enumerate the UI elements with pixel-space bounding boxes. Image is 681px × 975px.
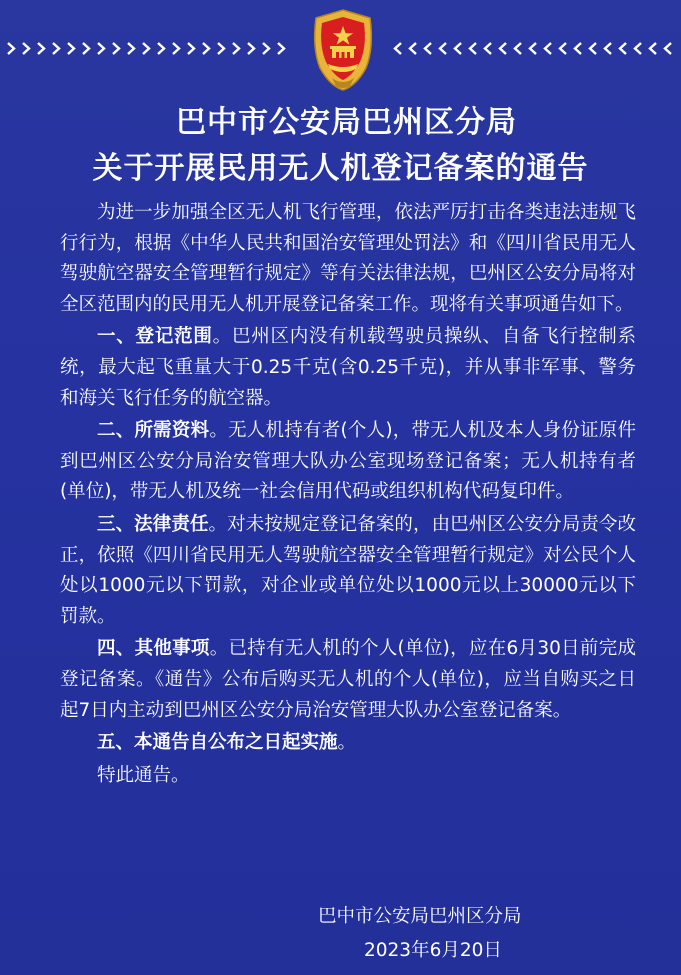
chevron-left-icon <box>557 42 570 55</box>
section-paragraph <box>60 510 636 632</box>
chevron-left-icon <box>617 42 630 55</box>
chevron-left-icon <box>452 42 465 55</box>
notice-body <box>60 198 636 793</box>
chevron-right-icon <box>4 42 17 55</box>
chevron-left-icon <box>407 42 420 55</box>
chevron-right-icon <box>169 42 182 55</box>
chevron-left-icon <box>437 42 450 55</box>
chevron-right-icon <box>49 42 62 55</box>
chevron-right-icon <box>34 42 47 55</box>
chevron-right-icon <box>184 42 197 55</box>
chevron-right-icon <box>259 42 272 55</box>
chevron-left-icon <box>392 42 405 55</box>
chevron-right-icon <box>124 42 137 55</box>
chevron-right-icon <box>229 42 242 55</box>
chevron-left-icon <box>482 42 495 55</box>
notice-title <box>0 103 681 189</box>
section-paragraph <box>60 728 636 759</box>
chevron-left-icon <box>497 42 510 55</box>
chevron-right-icon <box>214 42 227 55</box>
chevron-right-icon <box>94 42 107 55</box>
section-paragraph <box>60 634 636 726</box>
chevron-right-icon <box>154 42 167 55</box>
intro-paragraph: 为进一步加强全区无人机飞行管理，依法严厉打击各类违法违规飞行行为，根据《中华人民共和国治安管理处罚法》和《四川省民用无人驾驶航空器安全管理暂行规定》等有关法律法规，巴州区公安分局将对全区范围内的民用无人机开展登记备案工作。现将有关事项通告如下。 <box>60 202 636 315</box>
title-line-1: 巴中市公安局巴州区分局 <box>176 105 517 140</box>
closing-line: 特此通告。 <box>97 764 190 786</box>
title-line-2: 关于开展民用无人机登记备案的通告 <box>92 151 589 186</box>
chevron-left-icon <box>527 42 540 55</box>
police-emblem-icon <box>308 8 378 92</box>
chevron-left-icon <box>662 42 675 55</box>
chevron-left-icon <box>647 42 660 55</box>
chevron-right-icon <box>79 42 92 55</box>
section-heading: 三、法律责任 <box>97 513 209 535</box>
chevron-left-icon <box>602 42 615 55</box>
section-text: 。无人机持有者(个人)，带无人机及本人身份证原件到巴州区公安分局治安管理大队办公室现场登记备案；无人机持有者(单位)，带无人机及统一社会信用代码或组织机构代码复印件。 <box>60 420 636 503</box>
header-decoration-left <box>4 40 298 56</box>
section-heading: 一、登记范围 <box>97 326 213 348</box>
chevron-left-icon <box>542 42 555 55</box>
chevron-left-icon <box>467 42 480 55</box>
chevron-right-icon <box>244 42 257 55</box>
section-text: 。对未按规定登记备案的，由巴州区公安分局责令改正，依照《四川省民用无人驾驶航空器安全管理暂行规定》对公民个人处以1000元以下罚款，对企业或单位处以1000元以上30000元以下罚款。 <box>60 513 636 627</box>
chevron-right-icon <box>274 42 287 55</box>
section-text: 。 <box>337 732 357 754</box>
section-text: 。已持有无人机的个人(单位)，应在6月30日前完成登记备案。《通告》公布后购买无人机的个人(单位)，应当自购买之日起7日内主动到巴州区公安分局治安管理大队办公室登记备案。 <box>60 638 636 721</box>
section-paragraph <box>60 322 636 414</box>
signature-date: 2023年6月20日 <box>364 940 502 961</box>
chevron-left-icon <box>632 42 645 55</box>
chevron-right-icon <box>19 42 32 55</box>
chevron-left-icon <box>422 42 435 55</box>
chevron-right-icon <box>139 42 152 55</box>
chevron-right-icon <box>199 42 212 55</box>
section-heading: 五、本通告自公布之日起实施 <box>97 732 338 754</box>
section-text: 。巴州区内没有机载驾驶员操纵、自备飞行控制系统，最大起飞重量大于0.25千克(含0.25千克)，并从事非军事、警务和海关飞行任务的航空器。 <box>60 326 636 409</box>
section-heading: 二、所需资料 <box>97 420 210 442</box>
header-decoration-right <box>392 40 680 56</box>
chevron-left-icon <box>512 42 525 55</box>
section-heading: 四、其他事项 <box>97 638 210 660</box>
chevron-right-icon <box>64 42 77 55</box>
section-paragraph <box>60 416 636 508</box>
chevron-left-icon <box>587 42 600 55</box>
signature-organization: 巴中市公安局巴州区分局 <box>318 906 522 927</box>
chevron-left-icon <box>572 42 585 55</box>
chevron-right-icon <box>109 42 122 55</box>
